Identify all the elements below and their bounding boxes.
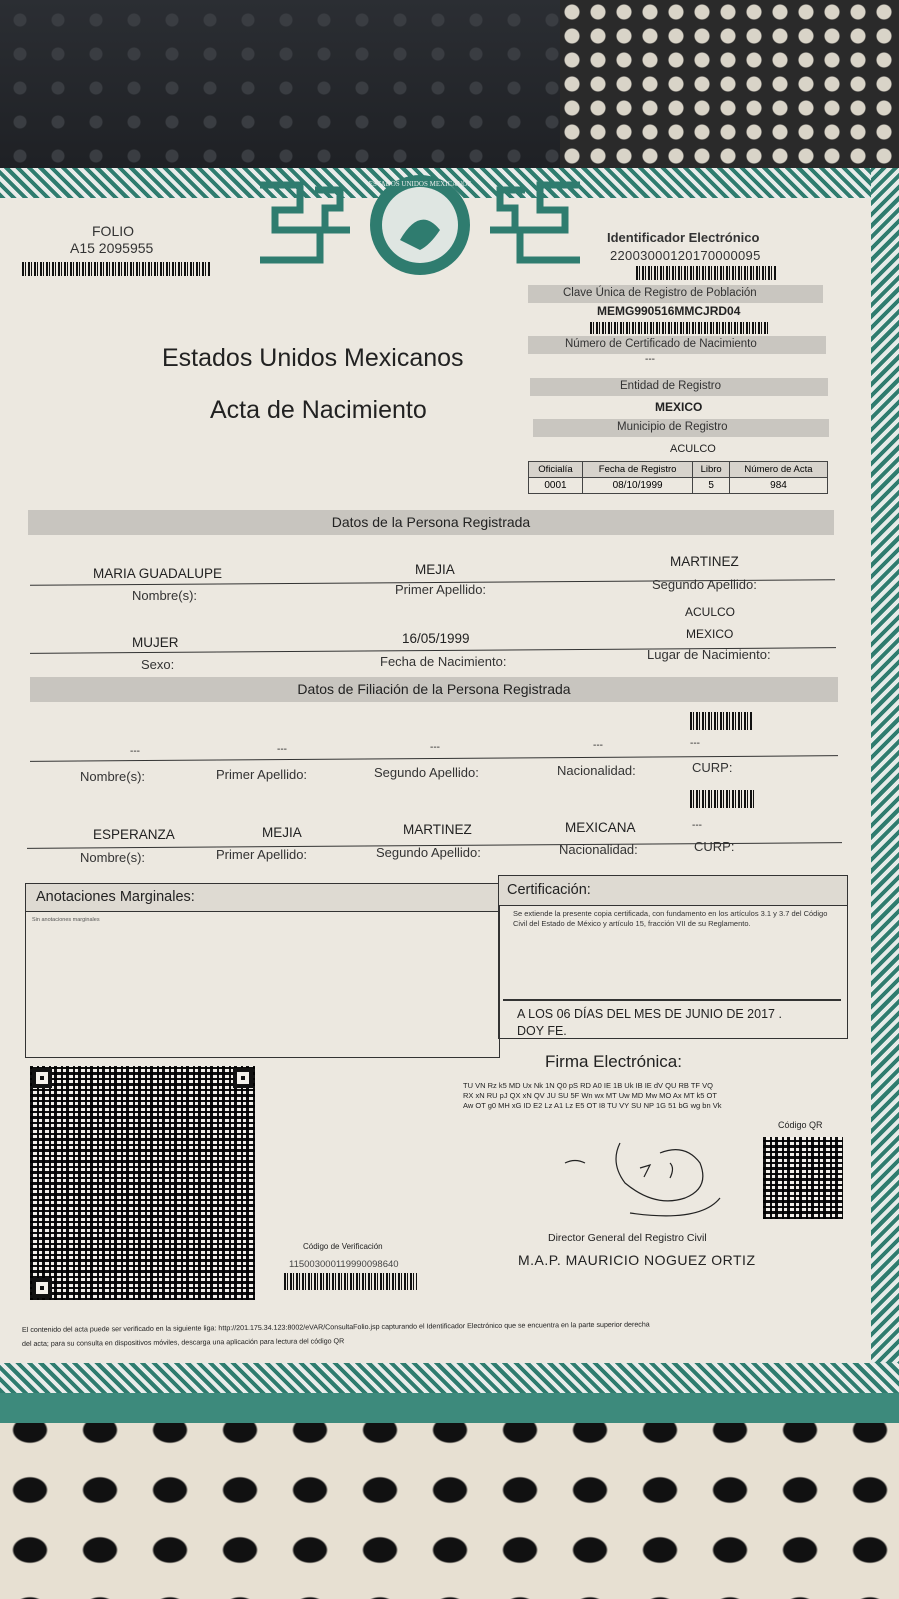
signature-title: Firma Electrónica: (545, 1052, 682, 1071)
emblem-text: ESTADOS UNIDOS MEXICANOS (368, 180, 472, 188)
birth-certificate (0, 168, 899, 1423)
curp-label: Clave Única de Registro de Población (563, 287, 757, 299)
certification-title: Certificación: (507, 882, 591, 898)
birth-place-line1: ACULCO (685, 605, 736, 619)
qr-code-large (30, 1066, 255, 1300)
signature-code-line: Aw OT g0 MH xG ID E2 Lz A1 Lz E5 OT I8 TU VY SU NP 1G 51 bG wg bn Vk (463, 1101, 722, 1110)
folio-barcode (22, 262, 210, 276)
municipality-value: ACULCO (670, 443, 716, 455)
parent1-name-label: Nombre(s): (80, 769, 146, 784)
verification-code: 115003000119990098640 (289, 1259, 399, 1270)
table-header: Libro (693, 462, 730, 478)
parent2-name-label: Nombre(s): (80, 850, 146, 865)
person-first-surname: MEJIA (415, 562, 455, 577)
national-emblem-seal (255, 170, 585, 278)
parent2-second-surname-label: Segundo Apellido: (376, 845, 481, 860)
registry-table (528, 461, 828, 494)
footer-line2: del acta; para su consulta en dispositivos móviles, descarga una aplicación para lectura del código QR (22, 1337, 345, 1348)
person-sex-label: Sexo: (141, 657, 175, 672)
qr-finder (32, 1278, 52, 1298)
annotations-title: Anotaciones Marginales: (36, 889, 195, 905)
person-sex: MUJER (132, 635, 179, 650)
parent2-nationality: MEXICANA (565, 820, 636, 835)
qr-finder (233, 1068, 253, 1088)
parent1-curp: --- (690, 738, 700, 749)
parent1-nationality-label: Nacionalidad: (557, 763, 636, 778)
section-person-title: Datos de la Persona Registrada (28, 510, 834, 535)
parent1-first-surname-label: Primer Apellido: (216, 767, 308, 782)
person-name: MARIA GUADALUPE (93, 566, 223, 581)
parent2-first-surname: MEJIA (262, 825, 302, 840)
person-second-surname: MARTINEZ (670, 554, 739, 569)
parent2-second-surname: MARTINEZ (403, 822, 472, 837)
parent2-first-surname-label: Primer Apellido: (216, 847, 308, 862)
certification-text: Se extiende la presente copia certificada, con fundamento en los artículos 3.1 y 3.7 del Código Civil del Estado de México y artículo 15, fracción VII de su Reglamento. (513, 909, 828, 928)
parent1-nationality: --- (593, 740, 603, 751)
birth-place-line2: MEXICO (686, 627, 734, 641)
certification-doyfe: DOY FE. (517, 1024, 567, 1038)
certification-box (498, 875, 848, 1039)
table-cell: 984 (729, 478, 827, 494)
parent2-curp-label: CURP: (694, 839, 735, 854)
folio-number: A15 2095955 (70, 240, 154, 256)
verification-barcode (284, 1273, 417, 1290)
electronic-id-barcode (636, 266, 776, 280)
signature-code-line: RX xN RU pJ QX xN QV JU SU 5F Wn wx MT Uw MD Mw MO Ax MT k5 OT (463, 1091, 717, 1100)
cert-label: Número de Certificado de Nacimiento (565, 338, 757, 350)
person-birth-date-label: Fecha de Nacimiento: (380, 654, 507, 669)
qr-label: Código QR (778, 1120, 823, 1130)
parent1-first-surname: --- (277, 744, 287, 755)
title-country: Estados Unidos Mexicanos (162, 344, 464, 372)
parent2-curp-barcode (690, 790, 754, 808)
certification-date: A LOS 06 DÍAS DEL MES DE JUNIO DE 2017 . (517, 1007, 782, 1021)
electronic-id-number: 22003000120170000095 (610, 248, 761, 263)
cert-value: --- (645, 354, 655, 365)
person-birth-date: 16/05/1999 (402, 631, 470, 646)
background-fabric-pattern (560, 0, 899, 170)
annotations-box (25, 883, 500, 1058)
table-cell: 08/10/1999 (582, 478, 692, 494)
annotations-text: Sin anotaciones marginales (32, 917, 100, 923)
parent2-nationality-label: Nacionalidad: (559, 842, 638, 857)
decorative-border-bottom (0, 1363, 899, 1393)
verification-label: Código de Verificación (303, 1242, 383, 1251)
table-header: Número de Acta (729, 462, 827, 478)
table-cell: 0001 (529, 478, 583, 494)
parent1-curp-label: CURP: (692, 760, 733, 775)
document-title: Acta de Nacimiento (210, 396, 427, 424)
table-header: Oficialía (529, 462, 583, 478)
background-fabric-bottom (0, 1400, 899, 1599)
footer-line1: El contenido del acta puede ser verificado en la siguiente liga: http://201.175.34.123:8002/eVAR/ConsultaFolio.jsp capturando el Identificador Electrónico que se encuentra en la parte superior derecha (22, 1320, 650, 1334)
certification-divider (503, 999, 841, 1001)
person-birth-place-label: Lugar de Nacimiento: (647, 647, 771, 662)
parent2-name: ESPERANZA (93, 827, 175, 842)
curp-value: MEMG990516MMCJRD04 (597, 304, 741, 318)
parent1-curp-barcode (690, 712, 752, 730)
parent2-curp: --- (692, 820, 702, 831)
table-cell: 5 (693, 478, 730, 494)
parent1-name: --- (130, 746, 140, 757)
director-name: M.A.P. MAURICIO NOGUEZ ORTIZ (518, 1252, 756, 1268)
person-first-surname-label: Primer Apellido: (395, 582, 487, 597)
section-filiation-title: Datos de Filiación de la Persona Registrada (30, 677, 838, 702)
director-label: Director General del Registro Civil (548, 1232, 707, 1244)
parent1-second-surname: --- (430, 742, 440, 753)
handwritten-signature (560, 1133, 730, 1223)
municipality-label: Municipio de Registro (617, 421, 728, 433)
folio-label: FOLIO (92, 223, 135, 239)
parent1-second-surname-label: Segundo Apellido: (374, 765, 479, 780)
person-name-label: Nombre(s): (132, 588, 198, 603)
qr-code-small (763, 1137, 843, 1219)
signature-code-line: TU VN Rz k5 MD Ux Nk 1N Q0 pS RD A0 IE 1B Uk IB IE dV QU RB TF VQ (463, 1081, 713, 1090)
entity-label: Entidad de Registro (620, 380, 722, 392)
decorative-border-right (871, 168, 899, 1423)
curp-barcode (590, 322, 770, 334)
table-header: Fecha de Registro (582, 462, 692, 478)
electronic-id-label: Identificador Electrónico (607, 230, 760, 245)
qr-finder (32, 1068, 52, 1088)
entity-value: MEXICO (655, 400, 703, 414)
decorative-border-band (0, 1393, 899, 1423)
person-second-surname-label: Segundo Apellido: (652, 577, 757, 592)
